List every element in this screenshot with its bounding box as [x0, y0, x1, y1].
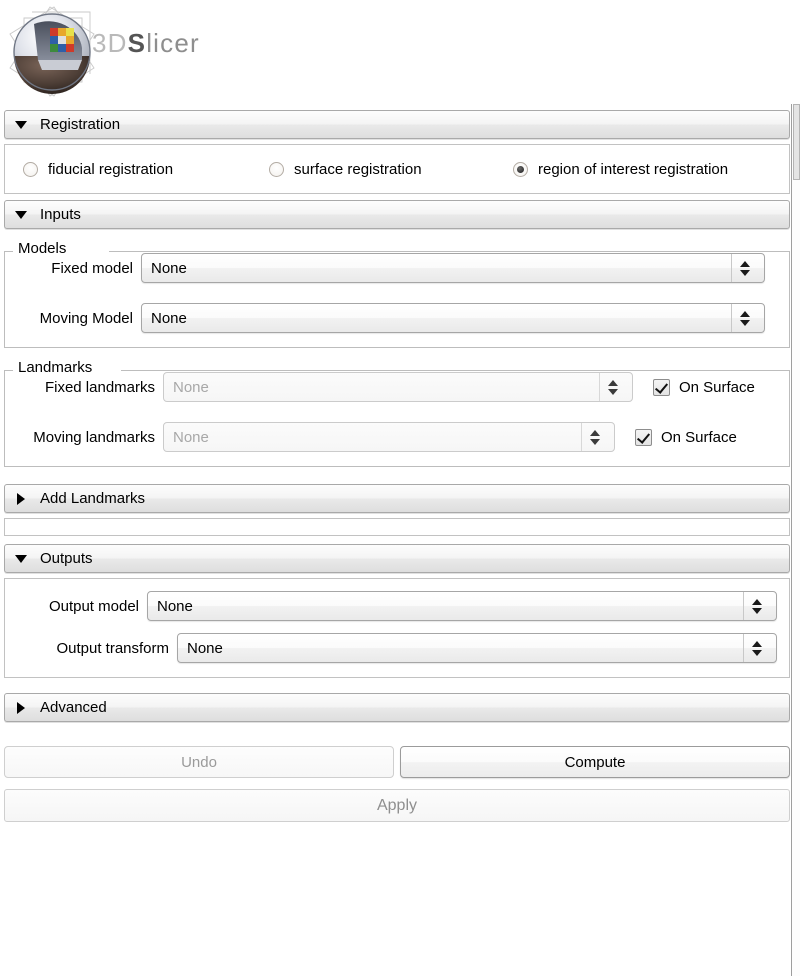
triangle-down-icon	[13, 555, 29, 563]
checkbox-moving-on-surface[interactable]	[635, 429, 737, 446]
triangle-down-icon	[13, 211, 29, 219]
checkbox-fixed-on-surface[interactable]	[653, 379, 755, 396]
registration-body	[4, 144, 790, 194]
label-moving-model: Moving Model	[39, 309, 133, 327]
module-panel	[0, 104, 800, 976]
spinner-arrows-icon[interactable]	[731, 304, 758, 332]
form-row-output-transform	[17, 631, 777, 665]
label-output-model: Output model	[48, 597, 139, 615]
form-row-output-model	[17, 589, 777, 623]
triangle-down-icon	[13, 121, 29, 129]
radio-surface-registration[interactable]	[269, 161, 422, 178]
section-header-registration[interactable]	[4, 110, 790, 139]
triangle-right-icon	[13, 493, 29, 505]
section-header-add-landmarks[interactable]	[4, 484, 790, 513]
section-title-inputs: Inputs	[40, 206, 81, 223]
groupbox-label-landmarks: Landmarks	[15, 359, 97, 376]
radio-label-region-of-interest: region of interest registration	[538, 161, 729, 178]
label-moving-landmarks: Moving landmarks	[33, 428, 155, 446]
form-row-moving-model	[15, 301, 779, 335]
groupbox-models	[4, 240, 790, 348]
radio-label-surface: surface registration	[294, 161, 422, 178]
wordmark-licer: licer	[146, 28, 200, 58]
section-title-outputs: Outputs	[40, 550, 93, 567]
radio-circle-selected-icon	[513, 162, 528, 177]
form-row-fixed-landmarks	[15, 370, 779, 404]
module-content	[4, 104, 790, 822]
combo-value-fixed-landmarks: None	[173, 378, 209, 396]
spinner-arrows-icon[interactable]	[743, 592, 770, 620]
spinner-arrows-icon[interactable]	[743, 634, 770, 662]
section-header-outputs[interactable]	[4, 544, 790, 573]
slicer-sphere-logo-icon	[4, 4, 100, 100]
combo-value-output-transform: None	[187, 639, 223, 657]
combo-value-fixed-model: None	[151, 259, 187, 277]
groupbox-landmarks	[4, 359, 790, 467]
label-output-transform: Output transform	[56, 639, 169, 657]
checkbox-label-fixed-on-surface: On Surface	[679, 378, 755, 396]
radio-label-fiducial: fiducial registration	[48, 161, 174, 178]
form-row-moving-landmarks	[15, 420, 779, 454]
combo-value-moving-landmarks: None	[173, 428, 209, 446]
registration-mode-radio-group	[5, 145, 789, 193]
section-title-add-landmarks: Add Landmarks	[40, 490, 146, 507]
section-title-advanced: Advanced	[40, 699, 107, 716]
combo-moving-landmarks[interactable]	[163, 422, 615, 452]
apply-button[interactable]: Apply	[4, 789, 790, 822]
spinner-arrows-icon[interactable]	[581, 423, 608, 451]
app-branding-bar	[0, 0, 800, 104]
combo-value-output-model: None	[157, 597, 193, 615]
radio-region-of-interest-registration[interactable]	[513, 161, 728, 178]
section-title-registration: Registration	[40, 116, 121, 133]
undo-button[interactable]: Undo	[4, 746, 394, 778]
radio-circle-icon	[23, 162, 38, 177]
triangle-right-icon	[13, 702, 29, 714]
combo-moving-model[interactable]	[141, 303, 765, 333]
radio-fiducial-registration[interactable]	[23, 161, 173, 178]
groupbox-label-models: Models	[15, 240, 71, 257]
scrollbar-thumb[interactable]	[793, 104, 800, 180]
section-header-advanced[interactable]	[4, 693, 790, 722]
combo-output-model[interactable]	[147, 591, 777, 621]
add-landmarks-body-collapsed	[4, 518, 790, 536]
compute-button[interactable]: Compute	[400, 746, 790, 778]
combo-value-moving-model: None	[151, 309, 187, 327]
app-wordmark	[92, 28, 200, 59]
spinner-arrows-icon[interactable]	[599, 373, 626, 401]
action-button-row	[4, 746, 790, 778]
section-header-inputs[interactable]	[4, 200, 790, 229]
combo-output-transform[interactable]	[177, 633, 777, 663]
wordmark-3d: 3D	[92, 28, 128, 58]
combo-fixed-model[interactable]	[141, 253, 765, 283]
label-fixed-model: Fixed model	[51, 259, 133, 277]
panel-scrollbar[interactable]	[791, 104, 800, 976]
radio-circle-icon	[269, 162, 284, 177]
spinner-arrows-icon[interactable]	[731, 254, 758, 282]
label-fixed-landmarks: Fixed landmarks	[44, 378, 155, 396]
combo-fixed-landmarks[interactable]	[163, 372, 633, 402]
form-row-fixed-model	[15, 251, 779, 285]
checkmark-icon	[635, 429, 652, 446]
checkbox-label-moving-on-surface: On Surface	[661, 428, 737, 446]
outputs-body	[4, 578, 790, 678]
checkmark-icon	[653, 379, 670, 396]
wordmark-s: S	[127, 28, 147, 58]
